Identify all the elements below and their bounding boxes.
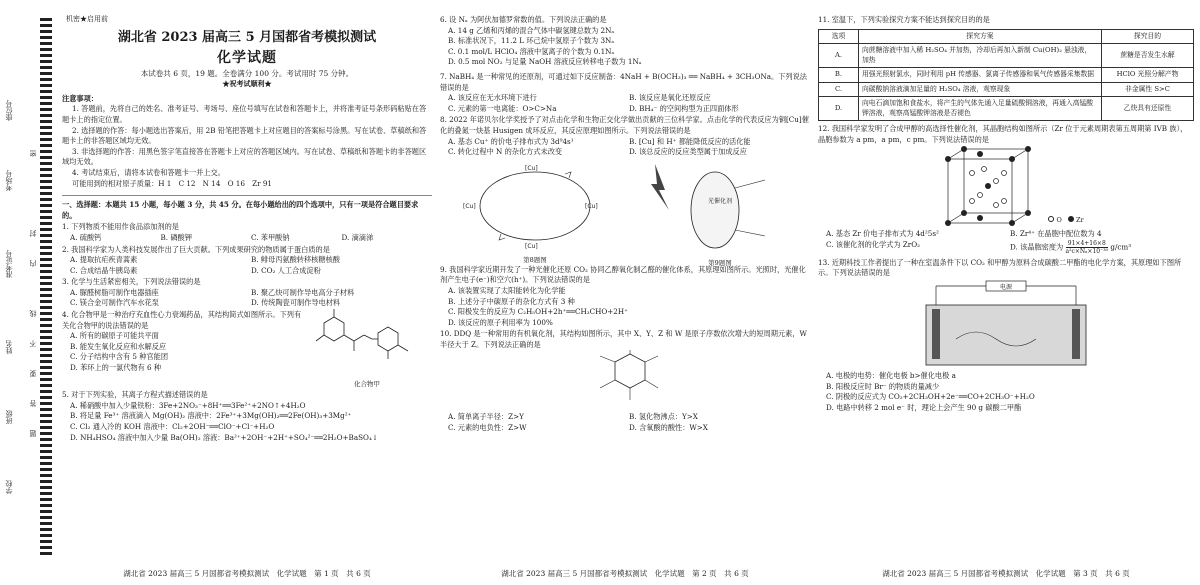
question-10-options xyxy=(440,412,810,433)
option: A. 简单离子半径：Z>Y xyxy=(448,412,524,422)
option: B. 鲱母丙氨酸转移核糖核酸 xyxy=(251,255,340,265)
option: C. 苯甲酸钠 xyxy=(251,232,290,242)
atomic-mass-note: 可能用到的相对原子质量：H 1 C 12 N 14 O 16 Zr 91 xyxy=(72,178,272,188)
option: D. 苯环上的一氯代物有 6 种 xyxy=(70,363,162,373)
svg-text:[Cu]: [Cu] xyxy=(525,242,538,250)
svg-text:[Cu]: [Cu] xyxy=(525,164,538,172)
question-4-block xyxy=(62,309,432,389)
option: C. 转化过程中 N 的杂化方式未改变 xyxy=(448,147,563,157)
note-item: 2. 选择题的作答：每小题选出答案后，用 2B 铅笔把答题卡上对应题目的答案标号涂黑。写在试卷、草稿纸和答题卡上的非答题区域均无效。 xyxy=(62,125,427,146)
ddq-figure xyxy=(440,350,810,412)
table-cell: 用强光照射氯水，同时利用 pH 传感器、氯离子传感器和氧气传感器采集数据 xyxy=(859,68,1102,83)
question-4-text xyxy=(62,309,302,389)
page-1-footer: 湖北省 2023 届高三 5 月国都省考模拟测试 化学试题 第 1 页 共 6 页 xyxy=(123,569,371,578)
question-6: 6. 设 Nₐ 为阿伏加德罗常数的值。下列说法正确的是 xyxy=(440,15,607,24)
question-7: 7. NaBH₄ 是一种常见的还原剂，可通过如下反应制备：4NaH + B(OCH₃)₃ ══ NaBH₄ + 3CH₃ONa。下列说法错误的是 xyxy=(440,71,807,92)
question-5: 5. 对于下列实验，其离子方程式描述错误的是 xyxy=(62,390,208,400)
page-2 xyxy=(440,14,810,434)
exam-title: 湖北省 2023 届高三 5 月国都省考模拟测试 xyxy=(117,29,377,45)
table-cell: 向碳酸钠溶液滴加足量的 H₂SO₄ 溶液，观察现象 xyxy=(859,82,1102,97)
seal-char: 不 xyxy=(29,340,37,347)
density-numerator: 91×4+16×8 xyxy=(1066,240,1109,248)
table-row xyxy=(819,82,1194,97)
option: C. 阴极的反应式为 CO₂+2CH₃OH+2e⁻══CO+2CH₃O⁻+H₂O xyxy=(826,392,1035,402)
table-header-row xyxy=(819,29,1194,44)
confidential-mark: 机密★启用前 xyxy=(66,15,108,23)
table-cell: 非金属性 S>C xyxy=(1102,82,1194,97)
option: D. 0.5 mol NO₂ 与足量 NaOH 溶液反应转移电子数为 1Nₐ xyxy=(448,57,642,67)
page-3-footer: 湖北省 2023 届高三 5 月国都省考模拟测试 化学试题 第 3 页 共 6 页 xyxy=(882,569,1130,578)
figure-8-caption: 第8题图 xyxy=(523,256,547,265)
crystal-legend xyxy=(1048,215,1083,229)
figure-9-caption: 第9题图 xyxy=(708,258,732,267)
question-3-options xyxy=(62,288,432,309)
question-9: 9. 我国科学家近期开发了一种光催化还原 CO₂ 协同乙醇氧化制乙醛的催化体系，其原理如图所示。光照时，光催化剂产生电子(e⁻)和空穴(h⁺)。下列说法错误的是 xyxy=(440,264,806,285)
option: C. 阳极发生的反应为 C₂H₅OH+2h⁺══CH₃CHO+2H⁺ xyxy=(448,307,628,317)
table-header: 选项 xyxy=(819,29,859,44)
option: D. 该总反应的反应类型属于加成反应 xyxy=(629,147,747,157)
seal-char: 题 xyxy=(29,430,37,437)
option: A. 该装置实现了太阳能转化为化学能 xyxy=(448,285,566,295)
option: B. [Cu] 和 H⁺ 都能降低反应的活化能 xyxy=(629,136,751,146)
option: A. 基态 Cu⁺ 的价电子排布式为 3d⁹4s¹ xyxy=(448,136,574,146)
section-heading: 一、选择题：本题共 15 小题，每小题 3 分，共 45 分。在每小题给出的四个选项中，只有一项是符合题目要求的。 xyxy=(62,195,432,221)
notes-heading: 注意事项： xyxy=(62,93,98,103)
question-7-options xyxy=(440,93,810,114)
seal-char: 密 xyxy=(29,150,37,157)
legend-zr: Zr xyxy=(1075,216,1084,225)
catalytic-cycle-diagram xyxy=(445,160,625,252)
table-cell: HClO 光照分解产物 xyxy=(1102,68,1194,83)
option: C. 合成结晶牛胰岛素 xyxy=(70,265,138,275)
compound-structure-diagram xyxy=(302,309,432,375)
table-cell: B. xyxy=(819,68,859,83)
option: B. 将足量 Fe³⁺ 溶液滴入 Mg(OH)₂ 溶液中：2Fe³⁺+3Mg(OH)₂══2Fe(OH)₃+3Mg²⁺ xyxy=(70,411,352,421)
option: B. 磷酸钾 xyxy=(160,232,192,242)
option: A. 稀硝酸中加入少量铁粉：3Fe+2NO₃⁻+8H⁺══3Fe²⁺+2NO↑+4H₂O xyxy=(70,400,306,410)
table-row xyxy=(819,97,1194,121)
option: D. 传统陶瓷可制作导电材料 xyxy=(251,298,341,308)
option: D. 该晶胞密度为 xyxy=(1010,242,1064,252)
question-3: 3. 化学与生活紧密相关，下列说法错误的是 xyxy=(62,277,201,287)
crystal-figure xyxy=(818,145,1194,229)
binding-stripe xyxy=(40,18,52,558)
figures-8-9 xyxy=(440,160,810,267)
option: A. 提取抗疟疾青蒿素 xyxy=(70,255,138,265)
option: B. 能发生氧化反应和水解反应 xyxy=(70,341,167,351)
option: B. 标准状况下，11.2 L 环己烷中氢原子个数为 3Nₐ xyxy=(448,36,615,46)
electrolysis-figure xyxy=(818,279,1194,371)
binding-label-class: 班级 xyxy=(5,410,13,424)
table-cell: C. xyxy=(819,82,859,97)
option: B. 氢化物沸点：Y>X xyxy=(629,412,698,422)
table-cell: 向电石滴加饱和食盐水，将产生的气体先通入足量硫酸铜溶液，再通入高锰酸钾溶液，观察高锰酸钾溶液是否褪色 xyxy=(859,97,1102,121)
blessing: ★祝考试顺利★ xyxy=(222,79,272,89)
question-2: 2. 我国科学家为人类科技发展作出了巨大贡献。下列成果研究的物质属于蛋白质的是 xyxy=(62,244,330,254)
page-1 xyxy=(62,14,432,443)
question-1: 1. 下列物质不能用作食品添加剂的是 xyxy=(62,222,179,232)
binding-label-school: 学校 xyxy=(5,480,13,494)
option: C. 该催化剂的化学式为 ZrO₂ xyxy=(826,239,920,249)
note-item: 1. 答题前，先将自己的姓名、准考证号、考场号、座位号填写在试卷和答题卡上，并将准考证号条形码粘贴在答题卡上的指定位置。 xyxy=(62,104,427,124)
binding-label-name: 姓名 xyxy=(5,340,13,354)
compound-caption: 化合物甲 xyxy=(354,379,380,388)
page-2-footer: 湖北省 2023 届高三 5 月国都省考模拟测试 化学试题 第 2 页 共 6 页 xyxy=(501,569,749,578)
note-item: 3. 非选择题的作答：用黑色签字笔直接答在答题卡上对应的答题区域内。写在试卷、草稿纸和答题卡的非答题区域均无效。 xyxy=(62,146,427,167)
option: C. 元素的第一电离能：O>C>Na xyxy=(448,103,557,113)
option: A. 电极的电势：催化电极 b>催化电极 a xyxy=(826,371,956,381)
ddq-structure-diagram xyxy=(570,350,680,410)
binding-label-seat: 座位号 xyxy=(5,100,13,121)
option: D. BH₄⁻ 的空间构型为正四面体形 xyxy=(629,103,739,113)
svg-text:[Cu]: [Cu] xyxy=(463,202,476,210)
question-11: 11. 室温下，下列实验探究方案不能达到探究目的的是 xyxy=(818,15,990,24)
table-cell: 乙炔具有还原性 xyxy=(1102,97,1194,121)
option: D. 电路中转移 2 mol e⁻ 时，理论上会产生 90 g 碳酸二甲酯 xyxy=(826,402,1022,412)
option: B. Zr⁴⁺ 在晶胞中配位数为 4 xyxy=(1010,229,1102,239)
option: C. 分子结构中含有 5 种官能团 xyxy=(70,352,169,362)
option: C. 0.1 mol/L HClO₄ 溶液中氢离子的个数为 0.1Nₐ xyxy=(448,46,615,56)
exam-meta: 本试卷共 6 页，19 题。全卷满分 100 分。考试用时 75 分钟。 xyxy=(140,68,354,78)
option: B. 聚乙炔可制作导电高分子材料 xyxy=(251,287,355,297)
option: A. 硫酸钙 xyxy=(70,232,102,242)
crystal-cell-diagram xyxy=(928,145,1048,229)
question-12: 12. 我国科学家发明了合成甲醇的高选择性催化剂，其晶胞结构如图所示（Zr 位于元素周期表第五周期第 IVB 族），晶胞参数为 a pm，a pm，c pm。下列说法错误的是 xyxy=(818,124,1188,144)
option: C. 镁合金可制作汽车水花泵 xyxy=(70,298,159,308)
oxygen-marker-icon xyxy=(1048,216,1054,222)
table-cell: 向蔗糖溶液中加入稀 H₂SO₄ 并加热，冷却后再加入新制 Cu(OH)₂ 悬浊液，加热 xyxy=(859,44,1102,68)
table-cell: 蔗糖是否发生水解 xyxy=(1102,44,1194,68)
question-8: 8. 2022 年诺贝尔化学奖授予了对点击化学和生物正交化学做出贡献的三位科学家。点击化学的代表反应为铜[Cu]催化的叠氮一炔基 Husigen 成环反应，其反应原理如图所示。下列说法错误的是 xyxy=(440,115,809,135)
table-row xyxy=(819,44,1194,68)
question-10: 10. DDQ 是一种常用的有机氧化剂，其结构如图所示，其中 X、Y、Z 和 W 是原子序数依次增大的短周期元素，W 半径大于 Z。下列说法正确的是 xyxy=(440,329,807,349)
note-item: 4. 考试结束后，请将本试卷和答题卡一并上交。 xyxy=(72,167,225,177)
table-cell: D. xyxy=(819,97,859,121)
photocatalyst-label: 光催化剂 xyxy=(707,198,732,206)
density-fraction xyxy=(1066,240,1109,255)
question-12-options xyxy=(818,229,1194,255)
binding-label-exam-number: 准考证号 xyxy=(5,250,13,278)
option: B. 阳极反应时 Br⁻ 的物质的量减少 xyxy=(826,381,940,391)
option-d-density xyxy=(1010,240,1194,255)
option: A. 脲醛树脂可制作电器插座 xyxy=(70,287,159,297)
binding-label-room: 考场号 xyxy=(5,170,13,191)
table-header: 探究目的 xyxy=(1102,29,1194,44)
question-2-options xyxy=(62,255,432,276)
seal-char: 线 xyxy=(29,310,37,317)
option: B. 上述分子中碳原子的杂化方式有 3 种 xyxy=(448,296,575,306)
page-3 xyxy=(818,14,1194,413)
seal-char: 要 xyxy=(29,370,37,377)
figure-9 xyxy=(630,160,810,267)
question-4: 4. 化合物甲是一种治疗充血性心力衰竭药品，其结构简式如图所示。下列有关化合物甲的说法错误的是 xyxy=(62,310,302,330)
compound-figure xyxy=(302,309,432,389)
question-13: 13. 近期科技工作者提出了一种在室温条件下以 CO₂ 和甲醇为原料合成碳酸二甲酯的电化学方案，其原理如下图所示。下列说法错误的是 xyxy=(818,257,1182,278)
option: D. 该反应的原子利用率为 100% xyxy=(448,317,553,327)
option: D. 含氧酸的酸性：W>X xyxy=(629,423,708,433)
binding-strip xyxy=(0,0,58,585)
option: D. 滴滴涕 xyxy=(341,232,374,242)
option: A. 基态 Zr 价电子排布式为 4d²5s² xyxy=(826,229,939,239)
option: D. CO₂ 人工合成淀粉 xyxy=(251,265,321,275)
experiment-table xyxy=(818,29,1194,122)
table-header: 探究方案 xyxy=(859,29,1102,44)
seal-char: 答 xyxy=(29,400,37,407)
option: A. 该反应在无水环境下进行 xyxy=(448,93,537,103)
seal-char: 封 xyxy=(29,230,37,237)
density-unit: g/cm³ xyxy=(1110,242,1132,252)
seal-char: 内 xyxy=(29,260,37,267)
svg-text:[Cu]: [Cu] xyxy=(585,202,598,210)
option: A. 14 g 乙烯和丙烯的混合气体中碳氢键总数为 2Nₐ xyxy=(448,25,615,35)
question-1-options xyxy=(62,233,432,244)
option: C. 元素的电负性：Z>W xyxy=(448,423,527,433)
question-8-options xyxy=(440,137,810,158)
option: C. Cl₂ 通入冷的 KOH 溶液中：Cl₂+2OH⁻══ClO⁻+Cl⁻+H₂O xyxy=(70,422,275,432)
option: B. 该反应是氧化还原反应 xyxy=(629,93,711,103)
option: A. 所有的碳原子可能共平面 xyxy=(70,331,159,341)
power-source-label: 电源 xyxy=(999,283,1012,291)
density-denominator: a²c×Nₐ×10⁻³⁰ xyxy=(1065,247,1109,255)
table-cell: A. xyxy=(819,44,859,68)
table-row xyxy=(819,68,1194,83)
figure-8 xyxy=(440,160,630,264)
option: D. NH₄HSO₄ 溶液中加入少量 Ba(OH)₂ 溶液：Ba²⁺+2OH⁻+2H⁺+SO₄²⁻══2H₂O+BaSO₄↓ xyxy=(70,432,378,442)
zirconium-marker-icon xyxy=(1068,216,1074,222)
subject-title: 化学试题 xyxy=(217,49,277,66)
legend-o: O xyxy=(1056,216,1062,225)
